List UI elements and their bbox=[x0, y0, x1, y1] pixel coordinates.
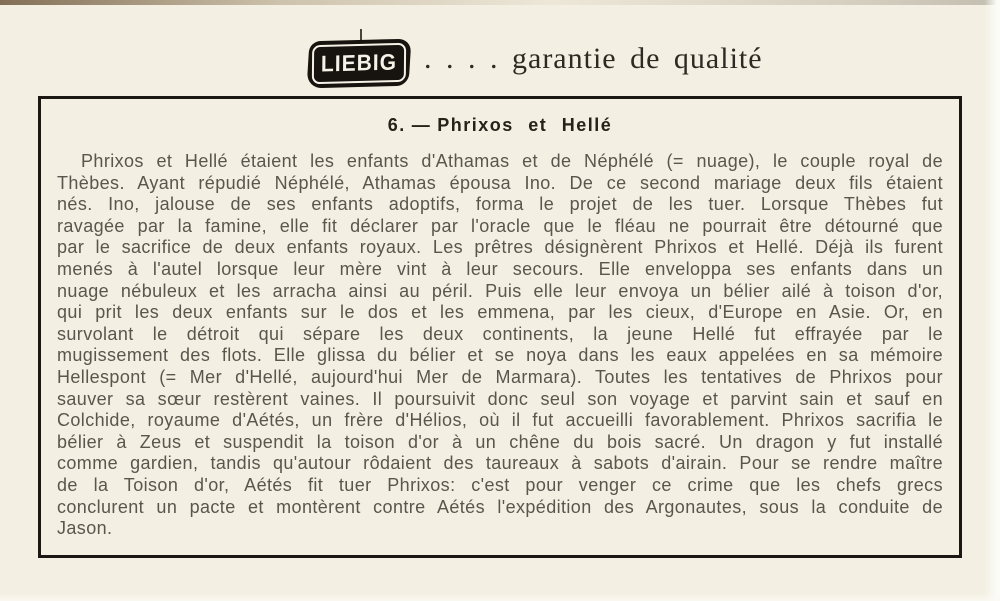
liebig-logo-frame bbox=[312, 43, 406, 84]
card-bottom-edge bbox=[0, 593, 1000, 601]
story-box bbox=[38, 96, 962, 558]
card-header bbox=[0, 28, 1000, 92]
liebig-logo bbox=[308, 38, 412, 90]
story-name: Phrixos et Hellé bbox=[437, 115, 613, 135]
story-title bbox=[55, 115, 945, 136]
title-dash: — bbox=[411, 115, 432, 135]
story-text: Phrixos et Hellé étaient les enfants d'Athamas et de Néphélé (= nuage), le couple royal de Thèbes. Ayant répudié Néphélé, Athamas épousa Ino. De ce second mariage deux fils étaient nés. Ino, jalouse de ses enfants adoptifs, forma le projet de les tuer. Lorsque Thèbes fut ravagée par la famine, elle fit déclarer par l'oracle que le fléau ne pourrait être détourné que par le sacrifice de deux enfants royaux. Les prêtres désignèrent Phrixos et Hellé. Déjà ils furent menés à l'autel lorsque leur mère vint à leur secours. Elle enveloppa ses enfants dans un nuage nébuleux et les arracha ainsi au péril. Puis elle leur envoya un bélier ailé à toison d'or, qui prit les deux enfants sur le dos et les emmena, par les cieux, d'Europe en Asie. Or, en survolant le détroit qui sépare les deux continents, la jeune Hellé fut effrayée par le mugissement des flots. Elle glissa du bélier et se noya dans les eaux appelées en sa mémoire Hellespont (= Mer d'Hellé, aujourd'hui Mer de Marmara). Toutes les tentatives de Phrixos pour sauver sa sœur restèrent vaines. Il poursuivit donc seul son voyage et parvint sain et sauf en Colchide, royaume d'Aétés, un frère d'Hélios, où il fut accueilli favorablement. Phrixos sacrifia le bélier à Zeus et suspendit la toison d'or à un chêne du bois sacré. Un dragon y fut installé comme gardien, tandis qu'autour rôdaient des taureaux à sabots d'airain. Pour se rendre maître de la Toison d'or, Aétés fit tuer Phrixos: c'est pour venger ce crime que les chefs grecs conclurent un pacte et montèrent contre Aétés l'expédition des Argonautes, sous la conduite de Jason. bbox=[57, 151, 943, 539]
quality-tagline: . . . . garantie de qualité bbox=[424, 42, 763, 75]
card-top-edge bbox=[0, 0, 1000, 5]
liebig-logo-plate bbox=[307, 39, 412, 89]
liebig-logo-text: LIEBIG bbox=[320, 49, 398, 77]
story-number: 6. bbox=[387, 115, 406, 135]
